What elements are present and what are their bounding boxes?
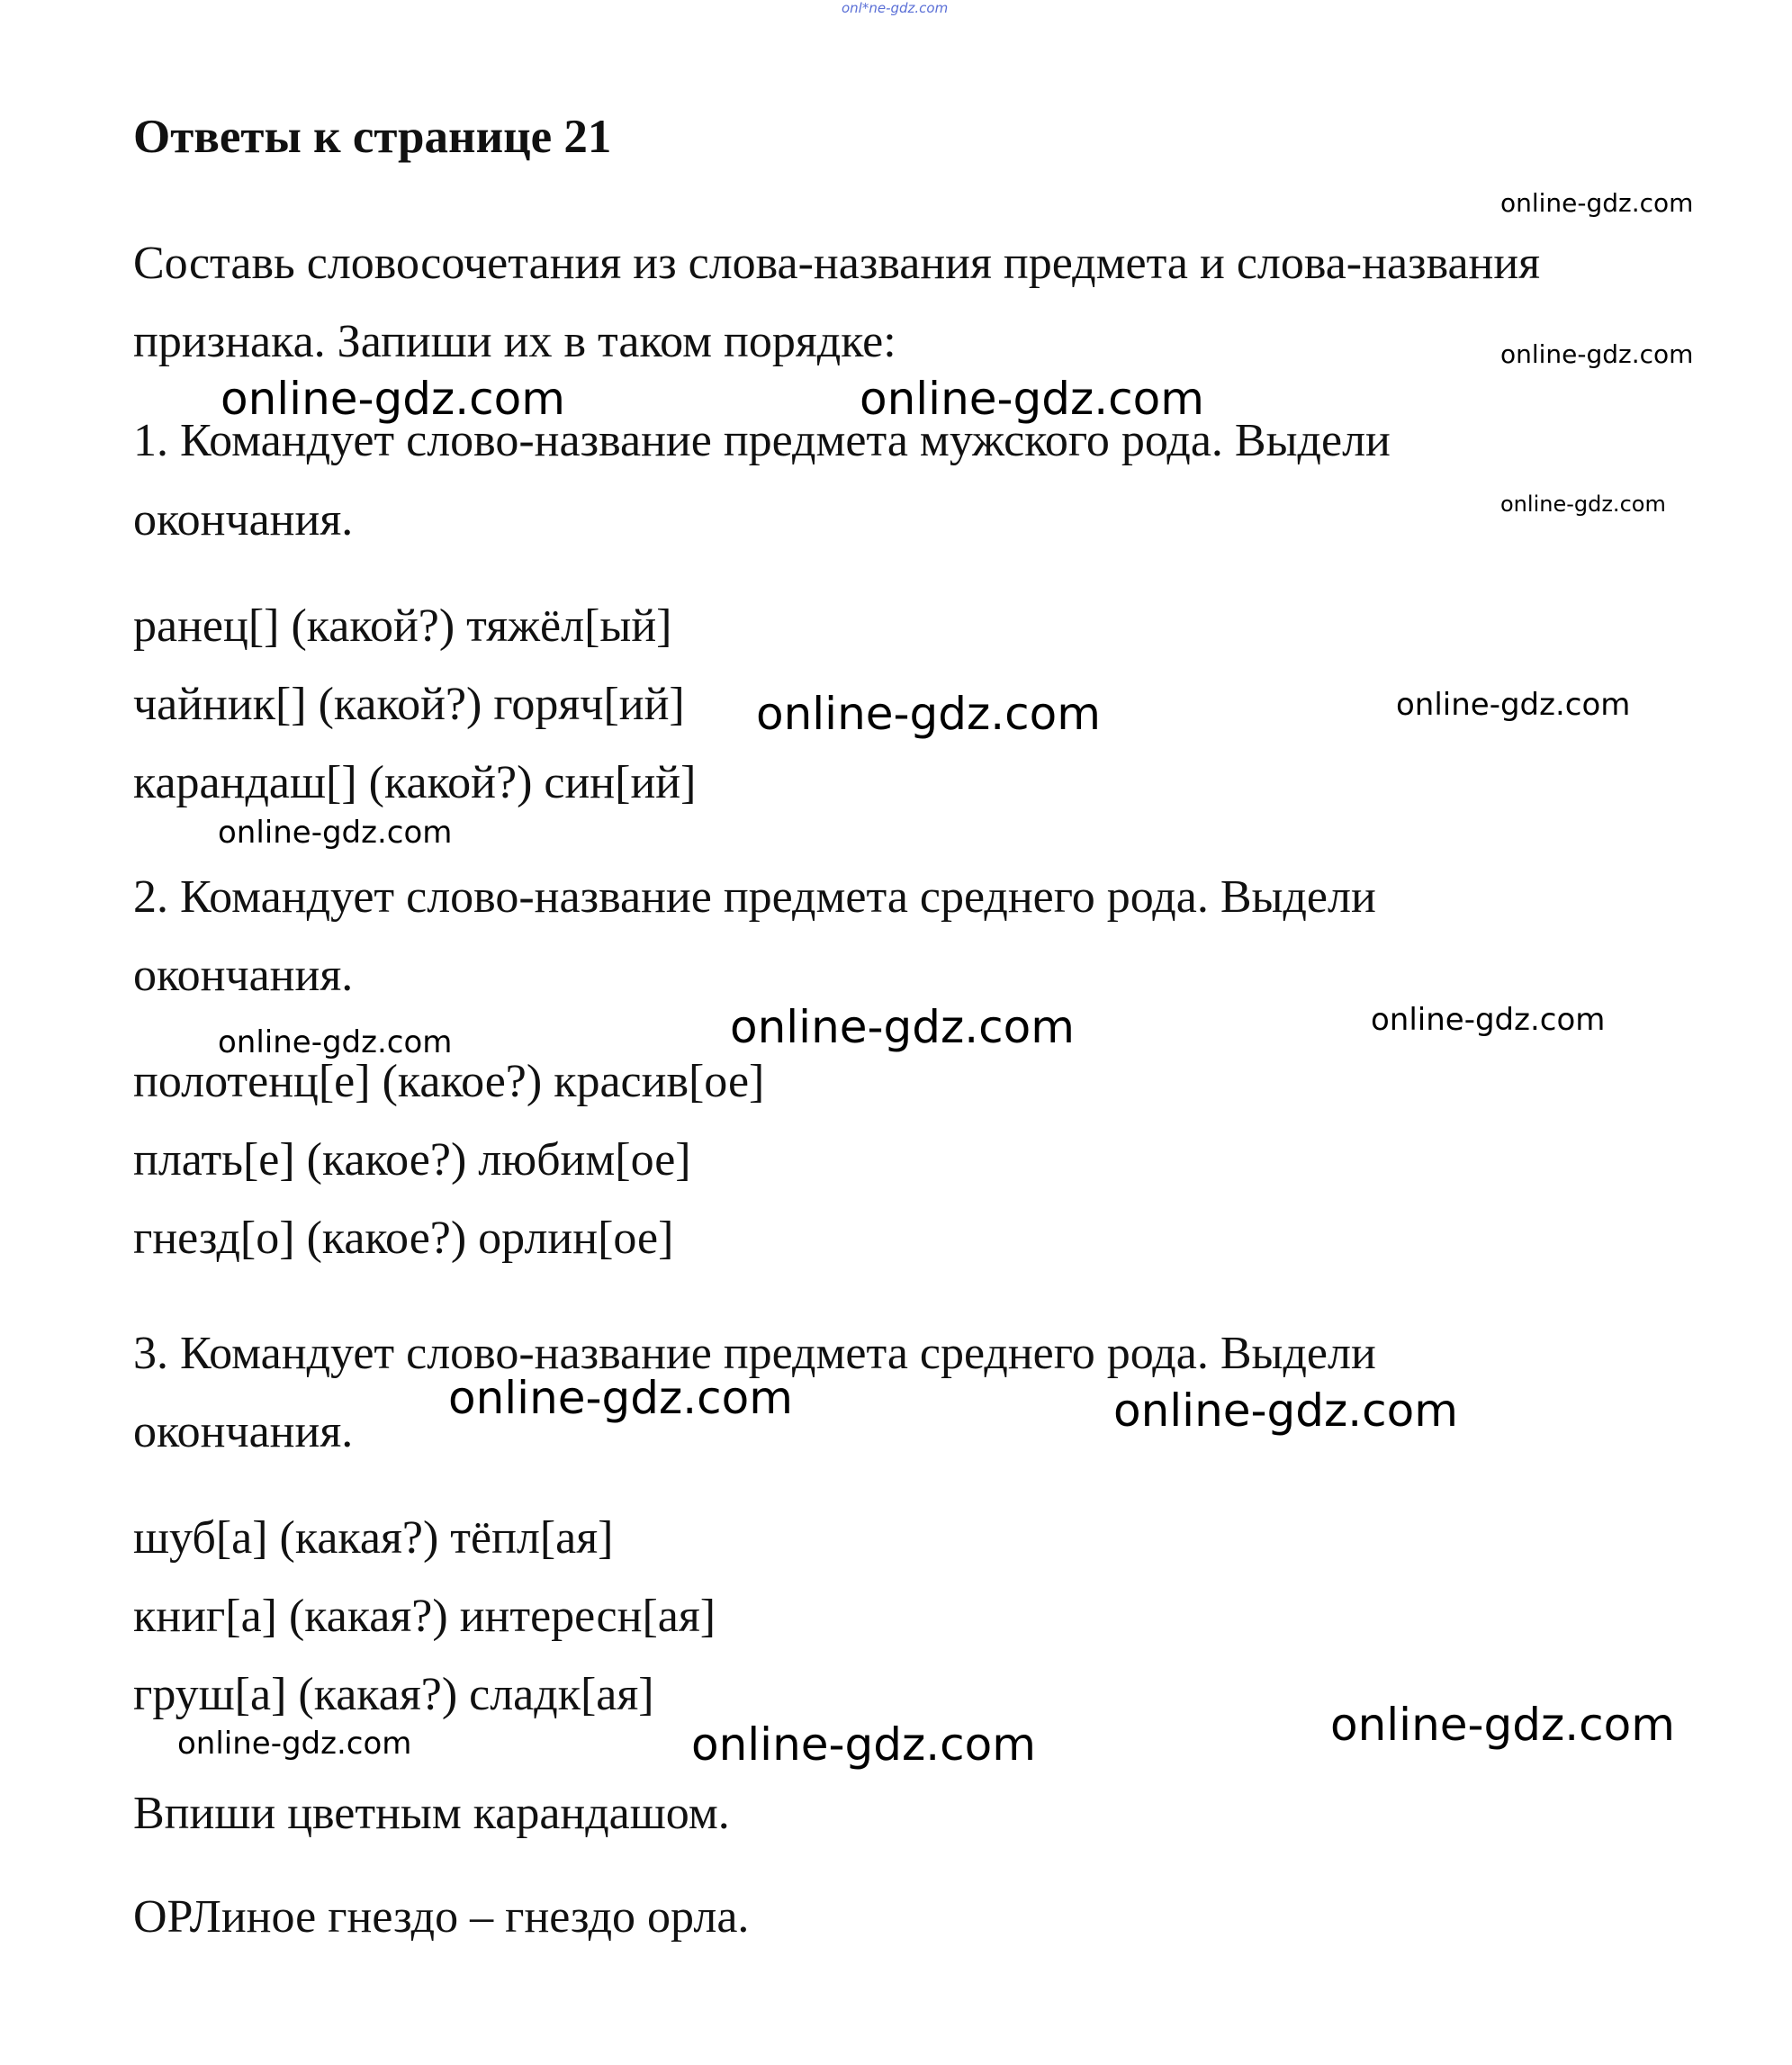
section1-heading-line-1: 1. Командует слово-название предмета мужского рода. Выдели: [133, 415, 1391, 466]
watermark: online-gdz.com: [860, 373, 1204, 425]
top-watermark: onl*ne-gdz.com: [842, 0, 949, 16]
section1-heading-line-2: окончания.: [133, 494, 354, 546]
watermark: online-gdz.com: [1113, 1384, 1458, 1437]
section2-item-1: полотенц[е] (какое?) красив[ое]: [133, 1056, 765, 1107]
instruction-text: Впиши цветным карандашом.: [133, 1788, 730, 1839]
section3-item-3: груш[а] (какая?) сладк[ая]: [133, 1669, 654, 1720]
page-title: Ответы к странице 21: [133, 111, 612, 163]
answer-text: ОРЛиное гнездо – гнездо орла.: [133, 1891, 750, 1943]
section3-item-1: шуб[а] (какая?) тёпл[ая]: [133, 1512, 614, 1564]
watermark: online-gdz.com: [1500, 188, 1694, 218]
section2-heading-line-1: 2. Командует слово-название предмета среднего рода. Выдели: [133, 871, 1376, 923]
section1-item-3: карандаш[] (какой?) син[ий]: [133, 757, 697, 808]
section3-item-2: книг[а] (какая?) интересн[ая]: [133, 1591, 716, 1642]
section1-item-1: ранец[] (какой?) тяжёл[ый]: [133, 600, 672, 652]
watermark: online-gdz.com: [221, 373, 565, 425]
watermark: online-gdz.com: [1396, 687, 1631, 723]
section3-heading-line-1: 3. Командует слово-название предмета среднего рода. Выдели: [133, 1328, 1376, 1379]
watermark: online-gdz.com: [756, 688, 1101, 740]
task-line-2: признака. Запиши их в таком порядке:: [133, 316, 896, 367]
watermark: online-gdz.com: [448, 1372, 793, 1424]
watermark: online-gdz.com: [1500, 339, 1694, 369]
section2-heading-line-2: окончания.: [133, 950, 354, 1001]
watermark: online-gdz.com: [218, 1024, 453, 1060]
section3-heading-line-2: окончания.: [133, 1406, 354, 1457]
section1-item-2: чайник[] (какой?) горяч[ий]: [133, 679, 685, 730]
section2-item-3: гнезд[о] (какое?) орлин[ое]: [133, 1213, 674, 1264]
watermark: online-gdz.com: [177, 1726, 412, 1762]
task-line-1: Составь словосочетания из слова-названия предмета и слова-названия: [133, 238, 1541, 289]
watermark: online-gdz.com: [218, 815, 453, 851]
watermark: online-gdz.com: [691, 1718, 1036, 1771]
watermark: online-gdz.com: [1371, 1002, 1606, 1038]
watermark: online-gdz.com: [1500, 491, 1666, 517]
watermark: online-gdz.com: [1330, 1699, 1675, 1751]
watermark: online-gdz.com: [730, 1001, 1075, 1053]
section2-item-2: плать[е] (какое?) любим[ое]: [133, 1134, 691, 1186]
